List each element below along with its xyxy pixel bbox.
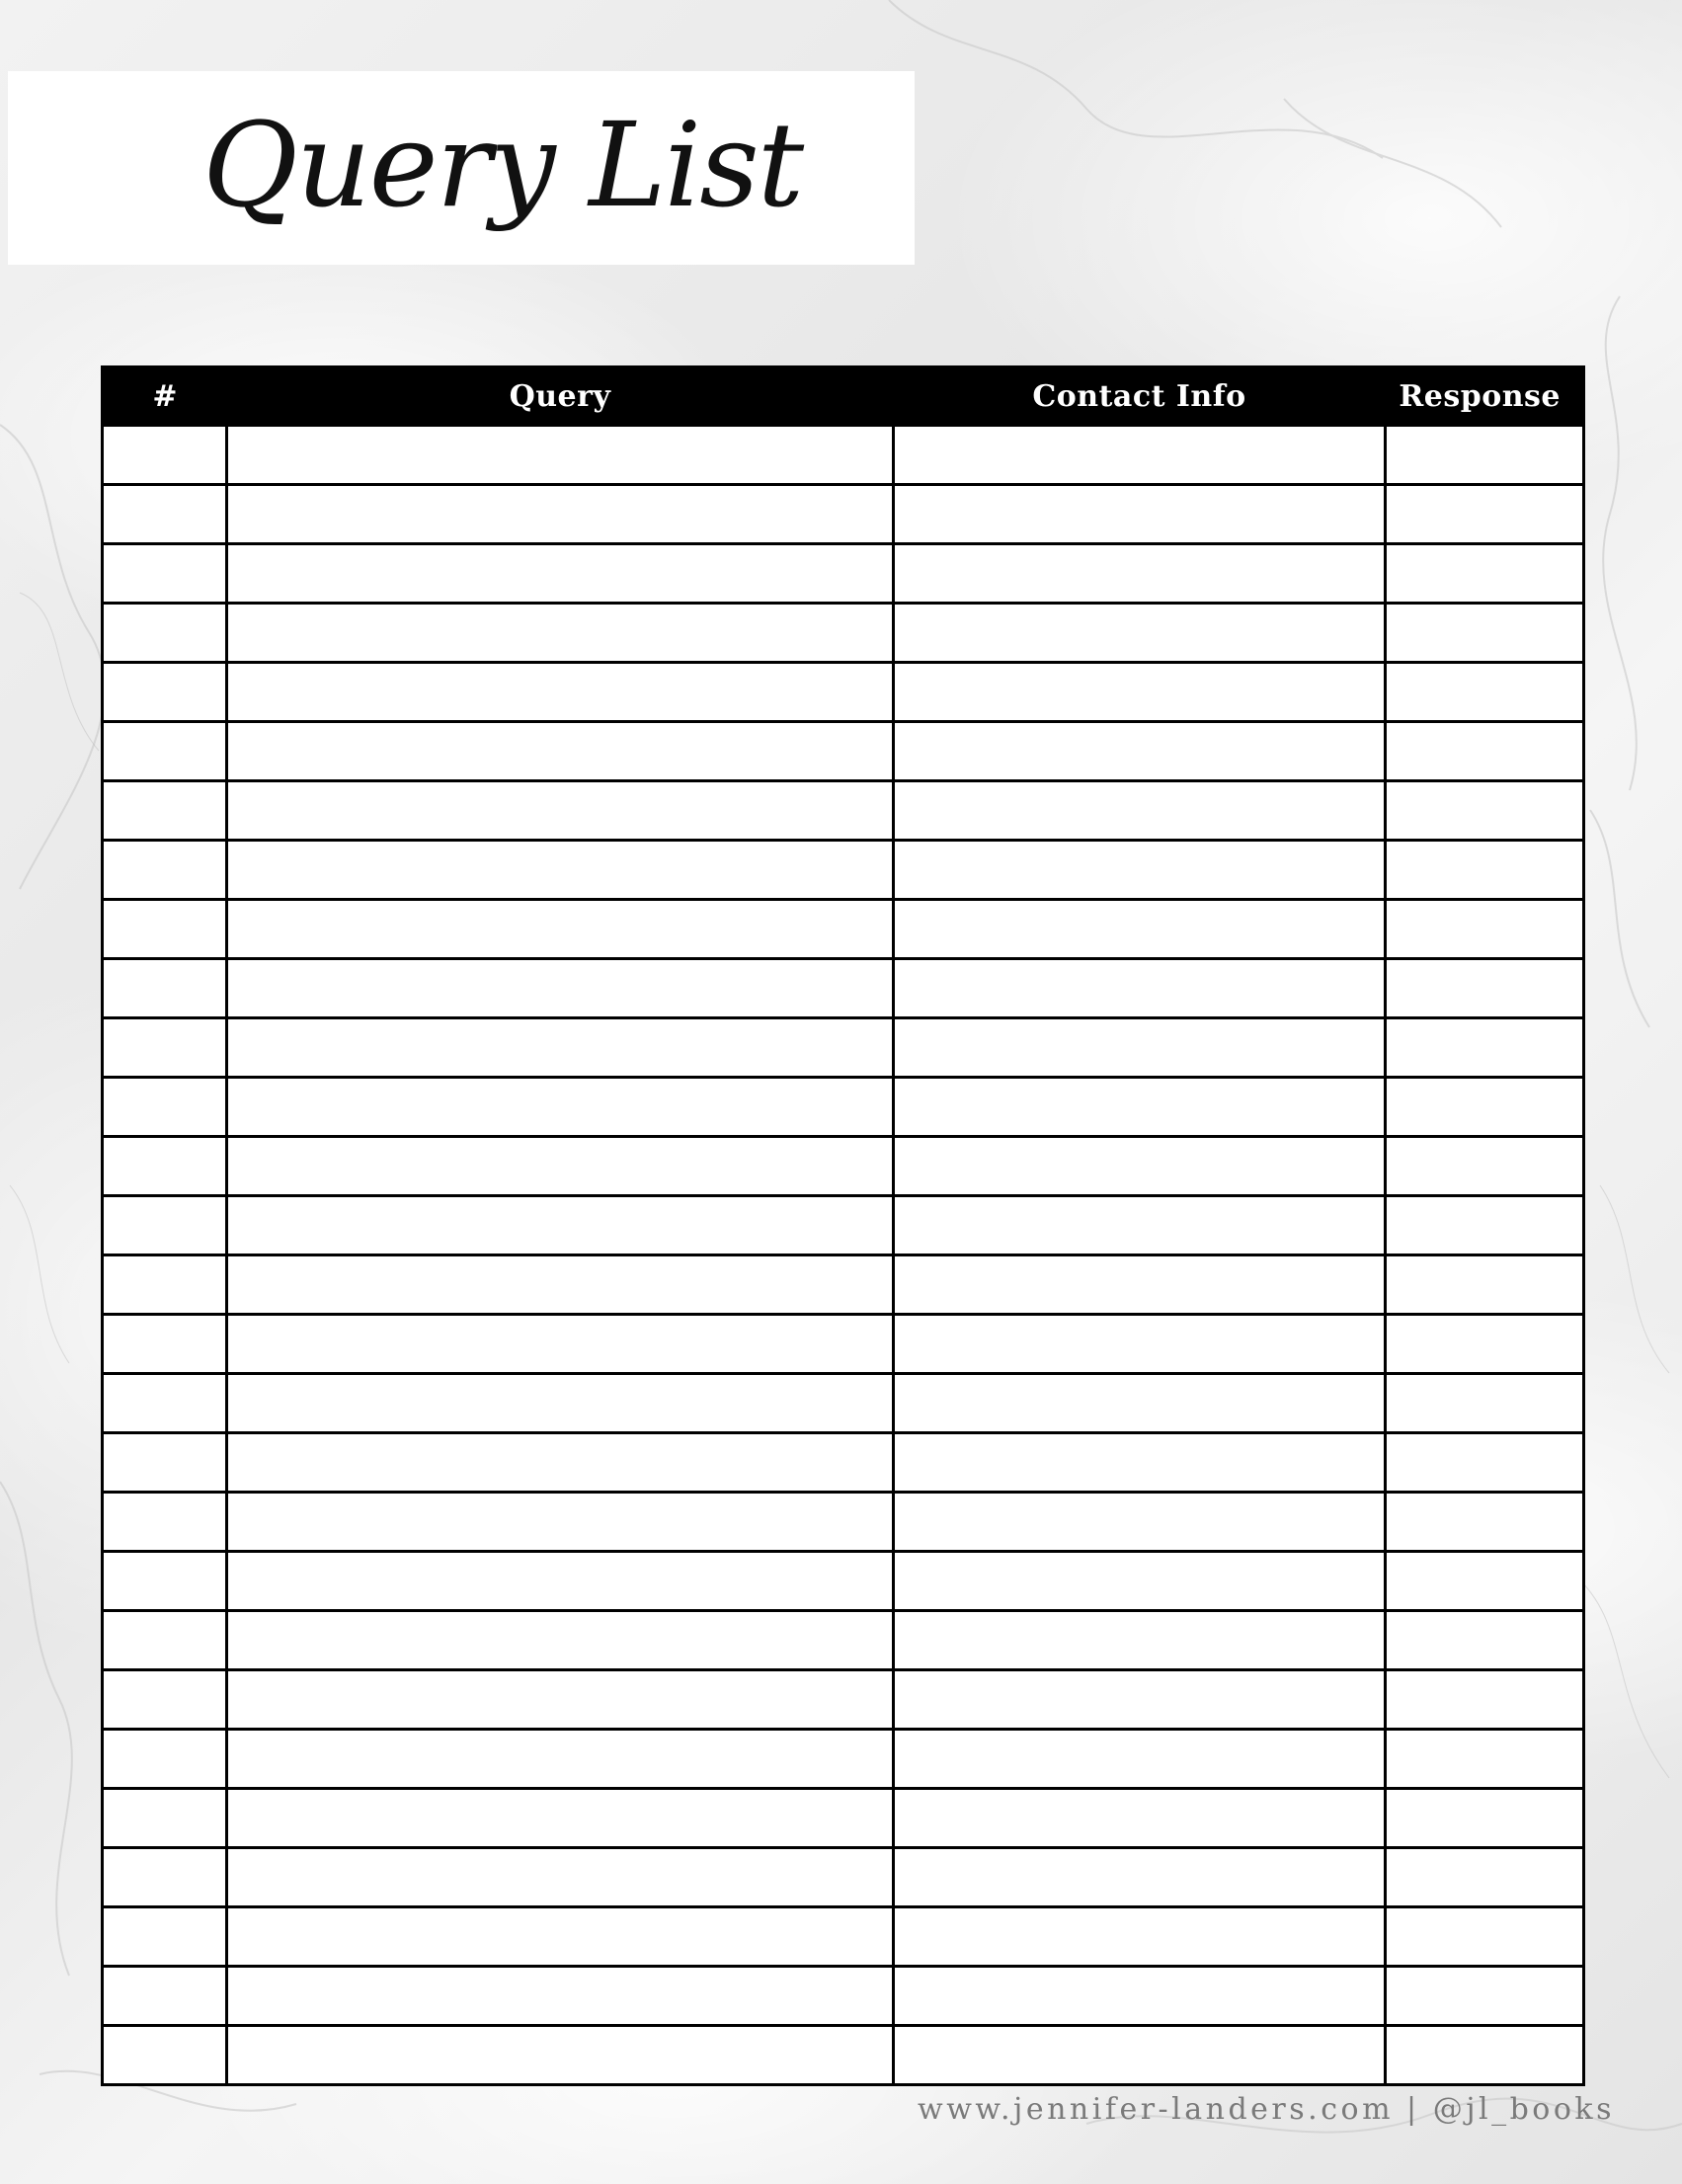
cell-response[interactable]: [1386, 1137, 1584, 1196]
cell-response[interactable]: [1386, 1433, 1584, 1493]
cell-contact-info[interactable]: [894, 2026, 1386, 2085]
table-row: [103, 604, 1584, 663]
cell-query[interactable]: [227, 1967, 894, 2026]
table-row: [103, 959, 1584, 1018]
cell-query[interactable]: [227, 1018, 894, 1078]
cell-response[interactable]: [1386, 1611, 1584, 1670]
cell-query[interactable]: [227, 1730, 894, 1789]
cell-number[interactable]: [103, 841, 227, 900]
cell-response[interactable]: [1386, 1255, 1584, 1315]
table-row: [103, 781, 1584, 841]
cell-response[interactable]: [1386, 604, 1584, 663]
cell-contact-info[interactable]: [894, 426, 1386, 485]
cell-number[interactable]: [103, 1789, 227, 1848]
cell-query[interactable]: [227, 841, 894, 900]
table-row: [103, 1255, 1584, 1315]
cell-number[interactable]: [103, 900, 227, 959]
cell-query[interactable]: [227, 426, 894, 485]
cell-contact-info[interactable]: [894, 544, 1386, 604]
cell-contact-info[interactable]: [894, 1552, 1386, 1611]
table-row: [103, 1789, 1584, 1848]
cell-contact-info[interactable]: [894, 1196, 1386, 1255]
cell-query[interactable]: [227, 1493, 894, 1552]
cell-query[interactable]: [227, 1611, 894, 1670]
cell-query[interactable]: [227, 485, 894, 544]
cell-contact-info[interactable]: [894, 1078, 1386, 1137]
table-row: [103, 1196, 1584, 1255]
cell-number[interactable]: [103, 426, 227, 485]
cell-contact-info[interactable]: [894, 1433, 1386, 1493]
cell-number[interactable]: [103, 1611, 227, 1670]
table-row: [103, 1137, 1584, 1196]
table-row: [103, 544, 1584, 604]
cell-contact-info[interactable]: [894, 1255, 1386, 1315]
cell-query[interactable]: [227, 663, 894, 722]
cell-number[interactable]: [103, 959, 227, 1018]
table-row: [103, 1848, 1584, 1907]
cell-query[interactable]: [227, 1078, 894, 1137]
cell-contact-info[interactable]: [894, 604, 1386, 663]
cell-number[interactable]: [103, 1670, 227, 1730]
cell-contact-info[interactable]: [894, 663, 1386, 722]
table-row: [103, 1907, 1584, 1967]
cell-contact-info[interactable]: [894, 1493, 1386, 1552]
cell-response[interactable]: [1386, 1552, 1584, 1611]
cell-number[interactable]: [103, 2026, 227, 2085]
cell-contact-info[interactable]: [894, 1018, 1386, 1078]
cell-contact-info[interactable]: [894, 781, 1386, 841]
cell-number[interactable]: [103, 1493, 227, 1552]
column-header-response: Response: [1386, 367, 1584, 426]
cell-query[interactable]: [227, 1907, 894, 1967]
cell-response[interactable]: [1386, 1315, 1584, 1374]
cell-response[interactable]: [1386, 1967, 1584, 2026]
cell-contact-info[interactable]: [894, 1907, 1386, 1967]
cell-response[interactable]: [1386, 1907, 1584, 1967]
cell-response[interactable]: [1386, 544, 1584, 604]
cell-response[interactable]: [1386, 663, 1584, 722]
cell-contact-info[interactable]: [894, 900, 1386, 959]
cell-response[interactable]: [1386, 1196, 1584, 1255]
table-row: [103, 1552, 1584, 1611]
cell-contact-info[interactable]: [894, 722, 1386, 781]
cell-number[interactable]: [103, 485, 227, 544]
cell-contact-info[interactable]: [894, 1137, 1386, 1196]
table-row: [103, 426, 1584, 485]
table-row: [103, 1493, 1584, 1552]
table-row: [103, 1315, 1584, 1374]
cell-number[interactable]: [103, 1907, 227, 1967]
cell-query[interactable]: [227, 1196, 894, 1255]
cell-response[interactable]: [1386, 781, 1584, 841]
cell-number[interactable]: [103, 1078, 227, 1137]
table-row: [103, 1374, 1584, 1433]
cell-contact-info[interactable]: [894, 1967, 1386, 2026]
cell-query[interactable]: [227, 1137, 894, 1196]
cell-number[interactable]: [103, 722, 227, 781]
cell-number[interactable]: [103, 1315, 227, 1374]
cell-query[interactable]: [227, 2026, 894, 2085]
cell-query[interactable]: [227, 1848, 894, 1907]
column-header-number: #: [103, 367, 227, 426]
cell-number[interactable]: [103, 604, 227, 663]
table-row: [103, 1670, 1584, 1730]
cell-number[interactable]: [103, 544, 227, 604]
query-table: [101, 365, 1585, 2086]
cell-query[interactable]: [227, 1433, 894, 1493]
cell-query[interactable]: [227, 959, 894, 1018]
table-row: [103, 900, 1584, 959]
cell-query[interactable]: [227, 1552, 894, 1611]
table-row: [103, 1967, 1584, 2026]
table-header-row: [103, 367, 1584, 426]
cell-query[interactable]: [227, 781, 894, 841]
table-row: [103, 722, 1584, 781]
cell-number[interactable]: [103, 1730, 227, 1789]
cell-number[interactable]: [103, 781, 227, 841]
cell-contact-info[interactable]: [894, 959, 1386, 1018]
table-row: [103, 663, 1584, 722]
table-row: [103, 1730, 1584, 1789]
cell-response[interactable]: [1386, 2026, 1584, 2085]
cell-number[interactable]: [103, 1374, 227, 1433]
cell-contact-info[interactable]: [894, 1670, 1386, 1730]
cell-number[interactable]: [103, 1552, 227, 1611]
cell-number[interactable]: [103, 1848, 227, 1907]
cell-contact-info[interactable]: [894, 841, 1386, 900]
cell-query[interactable]: [227, 1670, 894, 1730]
cell-response[interactable]: [1386, 1789, 1584, 1848]
cell-number[interactable]: [103, 1433, 227, 1493]
cell-query[interactable]: [227, 1255, 894, 1315]
cell-response[interactable]: [1386, 1730, 1584, 1789]
cell-response[interactable]: [1386, 1374, 1584, 1433]
table-row: [103, 841, 1584, 900]
query-table-container: [101, 365, 1582, 2081]
cell-response[interactable]: [1386, 1493, 1584, 1552]
cell-query[interactable]: [227, 604, 894, 663]
cell-response[interactable]: [1386, 1078, 1584, 1137]
table-body: [103, 426, 1584, 2085]
cell-number[interactable]: [103, 1137, 227, 1196]
cell-contact-info[interactable]: [894, 485, 1386, 544]
cell-contact-info[interactable]: [894, 1611, 1386, 1670]
cell-contact-info[interactable]: [894, 1730, 1386, 1789]
table-row: [103, 2026, 1584, 2085]
cell-response[interactable]: [1386, 1848, 1584, 1907]
cell-response[interactable]: [1386, 841, 1584, 900]
table-row: [103, 1078, 1584, 1137]
footer-credit: www.jennifer-landers.com | @jl_books: [918, 2092, 1615, 2127]
cell-response[interactable]: [1386, 1670, 1584, 1730]
cell-response[interactable]: [1386, 900, 1584, 959]
cell-contact-info[interactable]: [894, 1374, 1386, 1433]
cell-query[interactable]: [227, 900, 894, 959]
page-title: Query List: [202, 97, 803, 233]
cell-number[interactable]: [103, 663, 227, 722]
cell-query[interactable]: [227, 1315, 894, 1374]
column-header-query: Query: [227, 367, 894, 426]
cell-response[interactable]: [1386, 426, 1584, 485]
column-header-contact-info: Contact Info: [894, 367, 1386, 426]
table-row: [103, 1018, 1584, 1078]
cell-query[interactable]: [227, 544, 894, 604]
cell-query[interactable]: [227, 1374, 894, 1433]
cell-number[interactable]: [103, 1018, 227, 1078]
cell-query[interactable]: [227, 722, 894, 781]
cell-query[interactable]: [227, 1789, 894, 1848]
cell-response[interactable]: [1386, 722, 1584, 781]
cell-contact-info[interactable]: [894, 1315, 1386, 1374]
cell-response[interactable]: [1386, 1018, 1584, 1078]
cell-contact-info[interactable]: [894, 1848, 1386, 1907]
cell-contact-info[interactable]: [894, 1789, 1386, 1848]
cell-response[interactable]: [1386, 959, 1584, 1018]
table-row: [103, 1611, 1584, 1670]
cell-response[interactable]: [1386, 485, 1584, 544]
cell-number[interactable]: [103, 1196, 227, 1255]
cell-number[interactable]: [103, 1967, 227, 2026]
cell-number[interactable]: [103, 1255, 227, 1315]
table-row: [103, 485, 1584, 544]
table-row: [103, 1433, 1584, 1493]
